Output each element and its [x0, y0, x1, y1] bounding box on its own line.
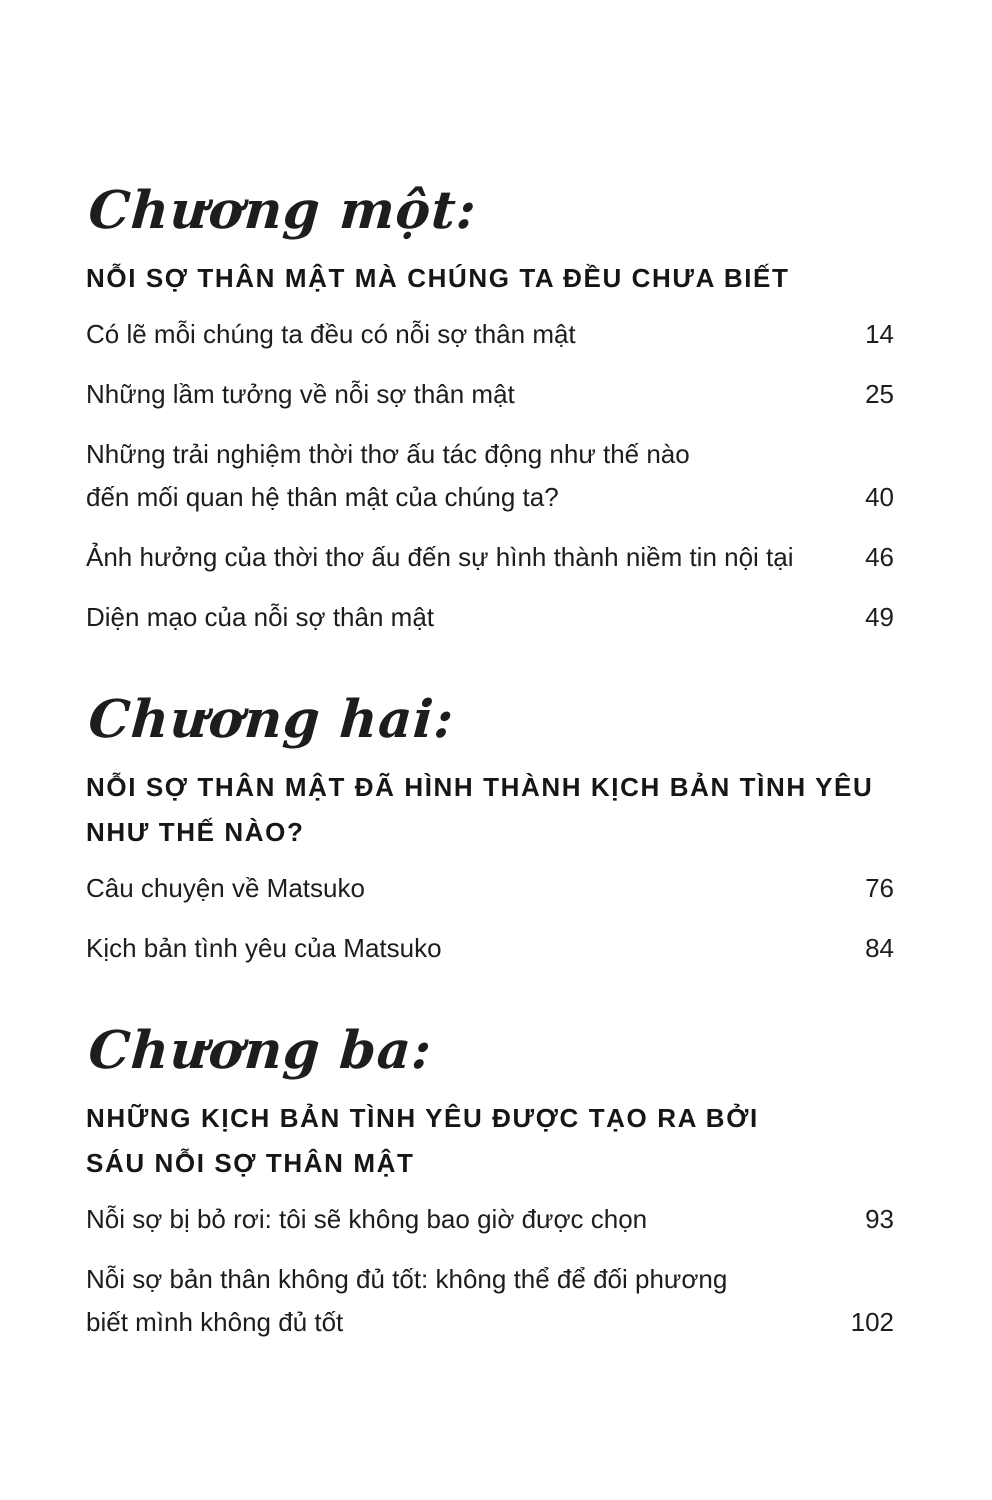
entry-title-line: Câu chuyện về Matsuko	[86, 873, 365, 903]
toc-entry	[86, 1258, 894, 1344]
chapter-two-section	[86, 681, 894, 970]
chapter-one-script-title: Chương một:	[86, 180, 479, 241]
chapter-three-section	[86, 1012, 894, 1344]
entry-title	[86, 1198, 647, 1241]
chapter-two-entries	[86, 867, 894, 970]
page-number: 49	[865, 602, 894, 632]
toc-entry	[86, 433, 894, 519]
page-number: 25	[865, 379, 894, 409]
page-number: 76	[865, 873, 894, 903]
chapter-one-section	[86, 172, 894, 639]
entry-title	[86, 536, 794, 579]
toc-entry	[86, 596, 894, 639]
toc-entry	[86, 313, 894, 356]
entry-title-line: Những trải nghiệm thời thơ ấu tác động như thế nào	[86, 439, 690, 469]
entry-title	[86, 1258, 727, 1344]
chapter-two-script-title: Chương hai:	[86, 689, 457, 750]
page-number: 93	[865, 1204, 894, 1234]
entry-title	[86, 373, 515, 416]
entry-title-line: Nỗi sợ bị bỏ rơi: tôi sẽ không bao giờ được chọn	[86, 1204, 648, 1234]
page-number: 102	[850, 1307, 894, 1337]
entry-title-line: biết mình không đủ tốt	[86, 1307, 344, 1337]
toc-entry	[86, 1198, 894, 1241]
entry-title-line: Diện mạo của nỗi sợ thân mật	[86, 602, 435, 632]
entry-title	[86, 596, 434, 639]
page-number: 46	[865, 542, 894, 572]
toc-entry	[86, 867, 894, 910]
chapter-three-entries	[86, 1198, 894, 1344]
page-number: 14	[865, 319, 894, 349]
subtitle-line: NỖI SỢ THÂN MẬT MÀ CHÚNG TA ĐỀU CHƯA BIẾT	[86, 263, 790, 293]
subtitle-line: SÁU NỖI SỢ THÂN MẬT	[86, 1148, 415, 1178]
subtitle-line: NHỮNG KỊCH BẢN TÌNH YÊU ĐƯỢC TẠO RA BỞI	[86, 1103, 759, 1133]
entry-title-line: đến mối quan hệ thân mật của chúng ta?	[86, 482, 559, 512]
toc-entry	[86, 536, 894, 579]
chapter-three-script-title: Chương ba:	[86, 1020, 435, 1081]
entry-title	[86, 927, 442, 970]
toc-entry	[86, 373, 894, 416]
entry-title	[86, 313, 576, 356]
chapter-one-subtitle	[86, 256, 894, 301]
entry-title	[86, 867, 365, 910]
page-number: 40	[865, 482, 894, 512]
toc-entry	[86, 927, 894, 970]
chapter-two-subtitle	[86, 765, 894, 855]
chapter-three-subtitle	[86, 1096, 894, 1186]
entry-title-line: Kịch bản tình yêu của Matsuko	[86, 933, 442, 963]
entry-title-line: Những lầm tưởng về nỗi sợ thân mật	[86, 379, 515, 409]
entry-title	[86, 433, 690, 519]
subtitle-line: NHƯ THẾ NÀO?	[86, 817, 305, 847]
subtitle-line: NỖI SỢ THÂN MẬT ĐÃ HÌNH THÀNH KỊCH BẢN TÌNH YÊU	[86, 772, 874, 802]
entry-title-line: Nỗi sợ bản thân không đủ tốt: không thể để đối phương	[86, 1264, 728, 1294]
entry-title-line: Có lẽ mỗi chúng ta đều có nỗi sợ thân mật	[86, 319, 576, 349]
page-number: 84	[865, 933, 894, 963]
chapter-one-entries	[86, 313, 894, 639]
entry-title-line: Ảnh hưởng của thời thơ ấu đến sự hình thành niềm tin nội tại	[86, 542, 794, 572]
